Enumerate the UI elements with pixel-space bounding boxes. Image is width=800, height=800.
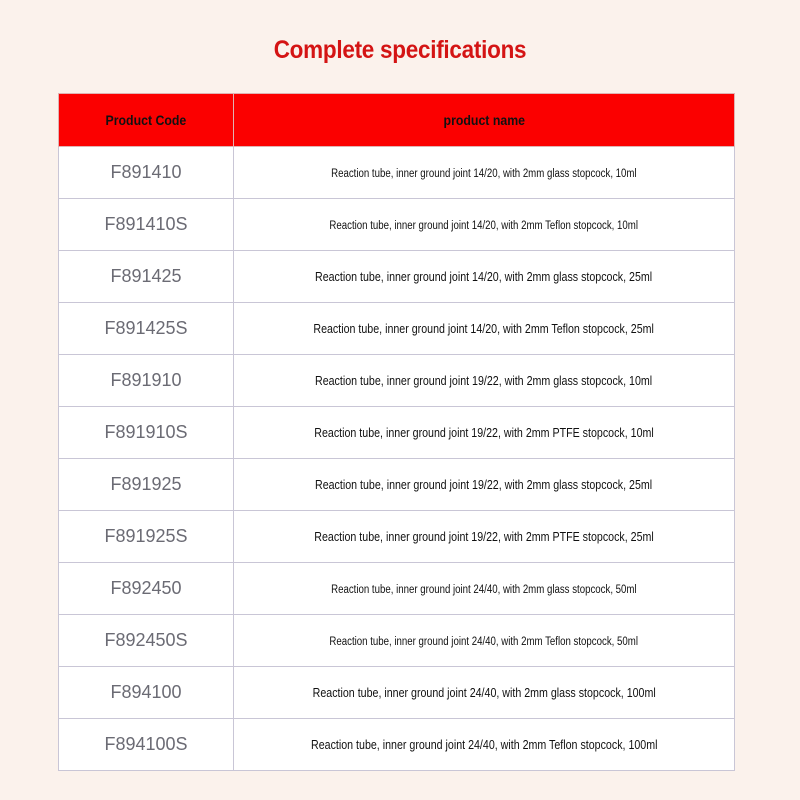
- product-name-text: Reaction tube, inner ground joint 14/20, with 2mm Teflon stopcock, 10ml: [329, 220, 639, 232]
- table-row: [59, 511, 735, 563]
- table-row: [59, 303, 735, 355]
- product-name-cell: [234, 303, 735, 355]
- product-name-text: Reaction tube, inner ground joint 24/40, with 2mm glass stopcock, 100ml: [312, 685, 656, 700]
- product-code-cell: F891410S: [59, 199, 234, 251]
- table-row: [59, 459, 735, 511]
- product-name-text: Reaction tube, inner ground joint 24/40, with 2mm Teflon stopcock, 100ml: [310, 737, 658, 752]
- product-code-cell: F892450: [59, 563, 234, 615]
- product-name-cell: [234, 147, 735, 199]
- column-header-label: Product Code: [105, 112, 187, 128]
- product-name-cell: [234, 459, 735, 511]
- product-code-cell: F894100: [59, 667, 234, 719]
- product-name-cell: [234, 563, 735, 615]
- specifications-table: [58, 93, 735, 771]
- table-row: [59, 719, 735, 771]
- product-name-text: Reaction tube, inner ground joint 24/40, with 2mm Teflon stopcock, 50ml: [329, 636, 639, 648]
- product-name-text: Reaction tube, inner ground joint 19/22, with 2mm glass stopcock, 25ml: [315, 477, 653, 492]
- product-name-cell: [234, 615, 735, 667]
- product-code-cell: F891425: [59, 251, 234, 303]
- product-code-cell: F891910: [59, 355, 234, 407]
- table-row: [59, 615, 735, 667]
- product-name-text: Reaction tube, inner ground joint 19/22, with 2mm PTFE stopcock, 10ml: [314, 425, 654, 440]
- product-code-cell: F891425S: [59, 303, 234, 355]
- product-code-cell: F891410: [59, 147, 234, 199]
- table-row: [59, 251, 735, 303]
- product-name-cell: [234, 355, 735, 407]
- product-name-text: Reaction tube, inner ground joint 24/40, with 2mm glass stopcock, 50ml: [331, 584, 637, 596]
- product-name-cell: [234, 667, 735, 719]
- product-name-cell: [234, 407, 735, 459]
- product-name-cell: [234, 719, 735, 771]
- column-header-product-name: [234, 94, 735, 147]
- table-row: [59, 407, 735, 459]
- table-row: [59, 563, 735, 615]
- table-row: [59, 199, 735, 251]
- product-code-cell: F891910S: [59, 407, 234, 459]
- product-name-text: Reaction tube, inner ground joint 14/20, with 2mm glass stopcock, 10ml: [331, 168, 637, 180]
- product-name-text: Reaction tube, inner ground joint 14/20, with 2mm Teflon stopcock, 25ml: [313, 321, 655, 336]
- table-row: [59, 667, 735, 719]
- table-row: [59, 355, 735, 407]
- product-name-cell: [234, 511, 735, 563]
- table-row: [59, 147, 735, 199]
- column-header-product-code: [59, 94, 234, 147]
- table-header-row: [59, 94, 735, 147]
- product-code-cell: F891925: [59, 459, 234, 511]
- product-name-cell: [234, 199, 735, 251]
- page-title: Complete specifications: [273, 36, 527, 64]
- product-code-cell: F892450S: [59, 615, 234, 667]
- product-name-cell: [234, 251, 735, 303]
- product-name-text: Reaction tube, inner ground joint 19/22, with 2mm glass stopcock, 10ml: [315, 373, 653, 388]
- product-name-text: Reaction tube, inner ground joint 14/20, with 2mm glass stopcock, 25ml: [315, 269, 653, 284]
- product-code-cell: F894100S: [59, 719, 234, 771]
- product-code-cell: F891925S: [59, 511, 234, 563]
- product-name-text: Reaction tube, inner ground joint 19/22, with 2mm PTFE stopcock, 25ml: [314, 529, 654, 544]
- column-header-label: product name: [443, 112, 525, 128]
